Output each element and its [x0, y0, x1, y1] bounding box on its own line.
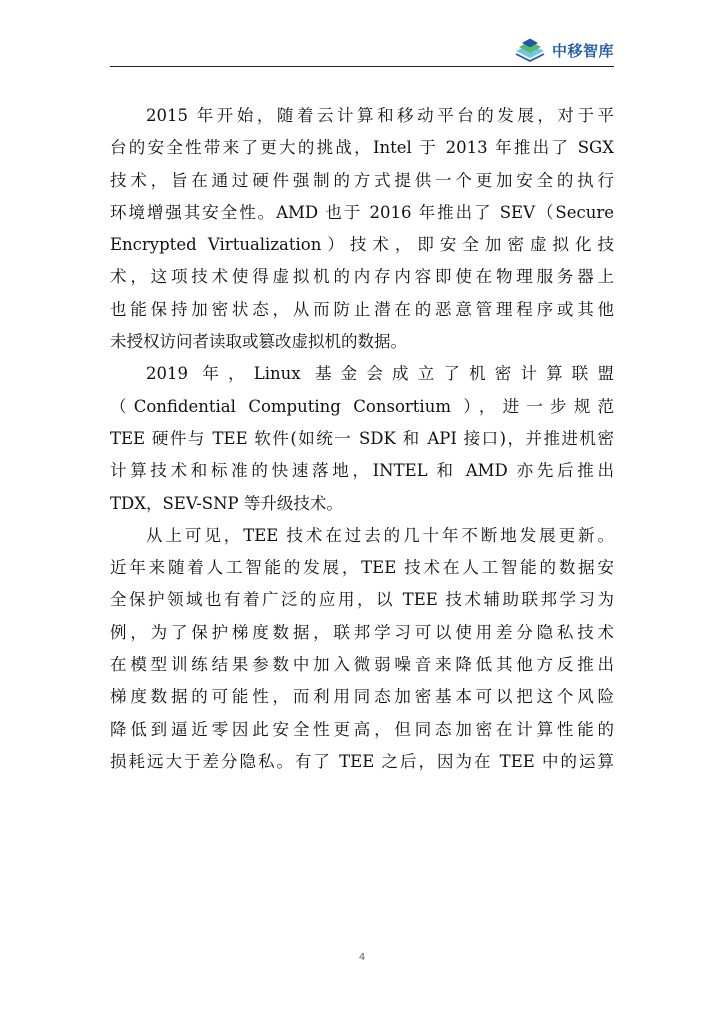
page-header	[110, 30, 614, 68]
text-line: 2019 年，Linux 基金会成立了机密计算联盟	[146, 364, 614, 384]
logo-mark-icon	[514, 37, 548, 63]
paragraph-1	[110, 100, 614, 358]
text-line: 例，为了保护梯度数据，联邦学习可以使用差分隐私技术	[110, 622, 614, 642]
text-line: 计算技术和标准的快速落地，INTEL 和 AMD 亦先后推出	[110, 461, 614, 481]
text-line: TEE 硬件与 TEE 软件(如统一 SDK 和 API 接口)，并推进机密	[110, 428, 614, 448]
text-line: 未授权访问者读取或篡改虚拟机的数据。	[110, 332, 407, 352]
text-line: 术，这项技术使得虚拟机的内存内容即使在物理服务器上	[110, 267, 614, 287]
paragraph-2	[110, 358, 614, 519]
brand-logo	[514, 36, 614, 64]
text-line: 全保护领域也有着广泛的应用，以 TEE 技术辅助联邦学习为	[110, 590, 614, 610]
header-divider	[110, 66, 614, 67]
text-line: 台的安全性带来了更大的挑战，Intel 于 2013 年推出了 SGX	[110, 138, 614, 158]
text-line: Encrypted Virtualization）技术，即安全加密虚拟化技	[110, 235, 614, 255]
text-line: 环境增强其安全性。AMD 也于 2016 年推出了 SEV（Secure	[110, 202, 614, 222]
text-line: 降低到逼近零因此安全性更高，但同态加密在计算性能的	[110, 719, 614, 739]
document-body	[110, 100, 614, 778]
text-line: 技术，旨在通过硬件强制的方式提供一个更加安全的执行	[110, 170, 614, 190]
logo-text: 中移智库	[551, 41, 614, 60]
paragraph-3	[110, 520, 614, 778]
text-line: 从上可见，TEE 技术在过去的几十年不断地发展更新。	[146, 525, 614, 545]
text-line: 2015 年开始，随着云计算和移动平台的发展，对于平	[146, 106, 614, 125]
text-line: 梯度数据的可能性，而利用同态加密基本可以把这个风险	[110, 687, 614, 707]
text-line: 在模型训练结果参数中加入微弱噪音来降低其他方反推出	[110, 655, 614, 675]
text-line: （Confidential Computing Consortium ），进一步规范	[110, 396, 614, 416]
text-line: 近年来随着人工智能的发展，TEE 技术在人工智能的数据安	[110, 558, 614, 578]
page-number: 4	[358, 952, 366, 963]
text-line: TDX，SEV-SNP 等升级技术。	[110, 493, 343, 513]
text-line: 也能保持加密状态，从而防止潜在的恶意管理程序或其他	[110, 299, 614, 319]
text-line: 损耗远大于差分隐私。有了 TEE 之后，因为在 TEE 中的运算	[110, 751, 614, 771]
